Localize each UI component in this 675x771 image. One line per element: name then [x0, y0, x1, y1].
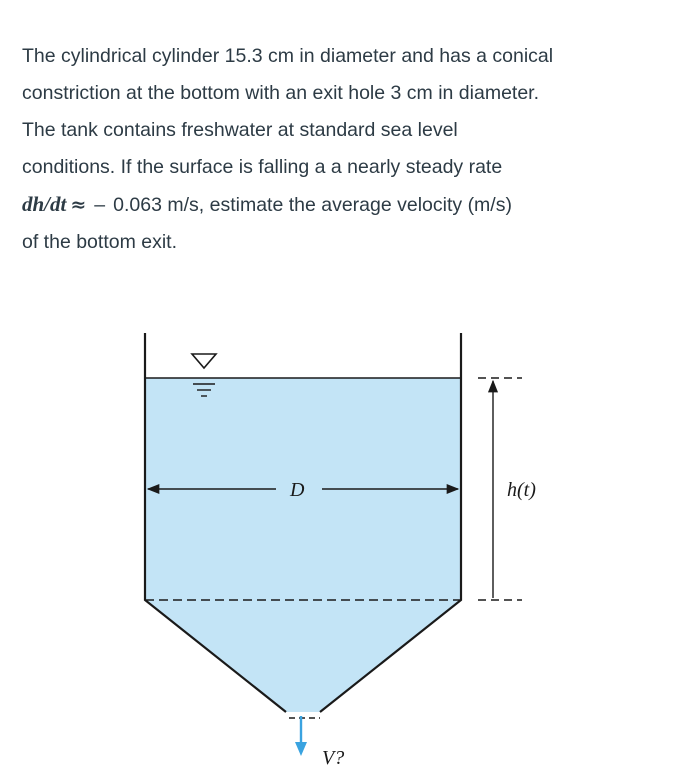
water-body — [145, 378, 461, 712]
diameter-label: D — [290, 479, 305, 501]
problem-line-6: of the bottom exit. — [22, 231, 178, 253]
height-label: h(t) — [507, 479, 536, 501]
problem-line-4: conditions. If the surface is falling a a nearly steady rate — [22, 156, 503, 178]
velocity-label: V? — [322, 747, 345, 769]
problem-line-1: The cylindrical cylinder 15.3 cm in diameter and has a conical — [22, 45, 554, 67]
minus-sign: – — [94, 194, 106, 216]
problem-line-3: The tank contains freshwater at standard sea level — [22, 119, 458, 141]
dh-dt-expression: dh/dt — [22, 192, 67, 216]
problem-line-5-text: 0.063 m/s, estimate the average velocity (m/s) — [113, 194, 512, 216]
exit-velocity-arrowhead-icon — [295, 742, 307, 756]
problem-line-2: constriction at the bottom with an exit hole 3 cm in diameter. — [22, 82, 540, 104]
approx-symbol: ≈ — [70, 194, 87, 216]
